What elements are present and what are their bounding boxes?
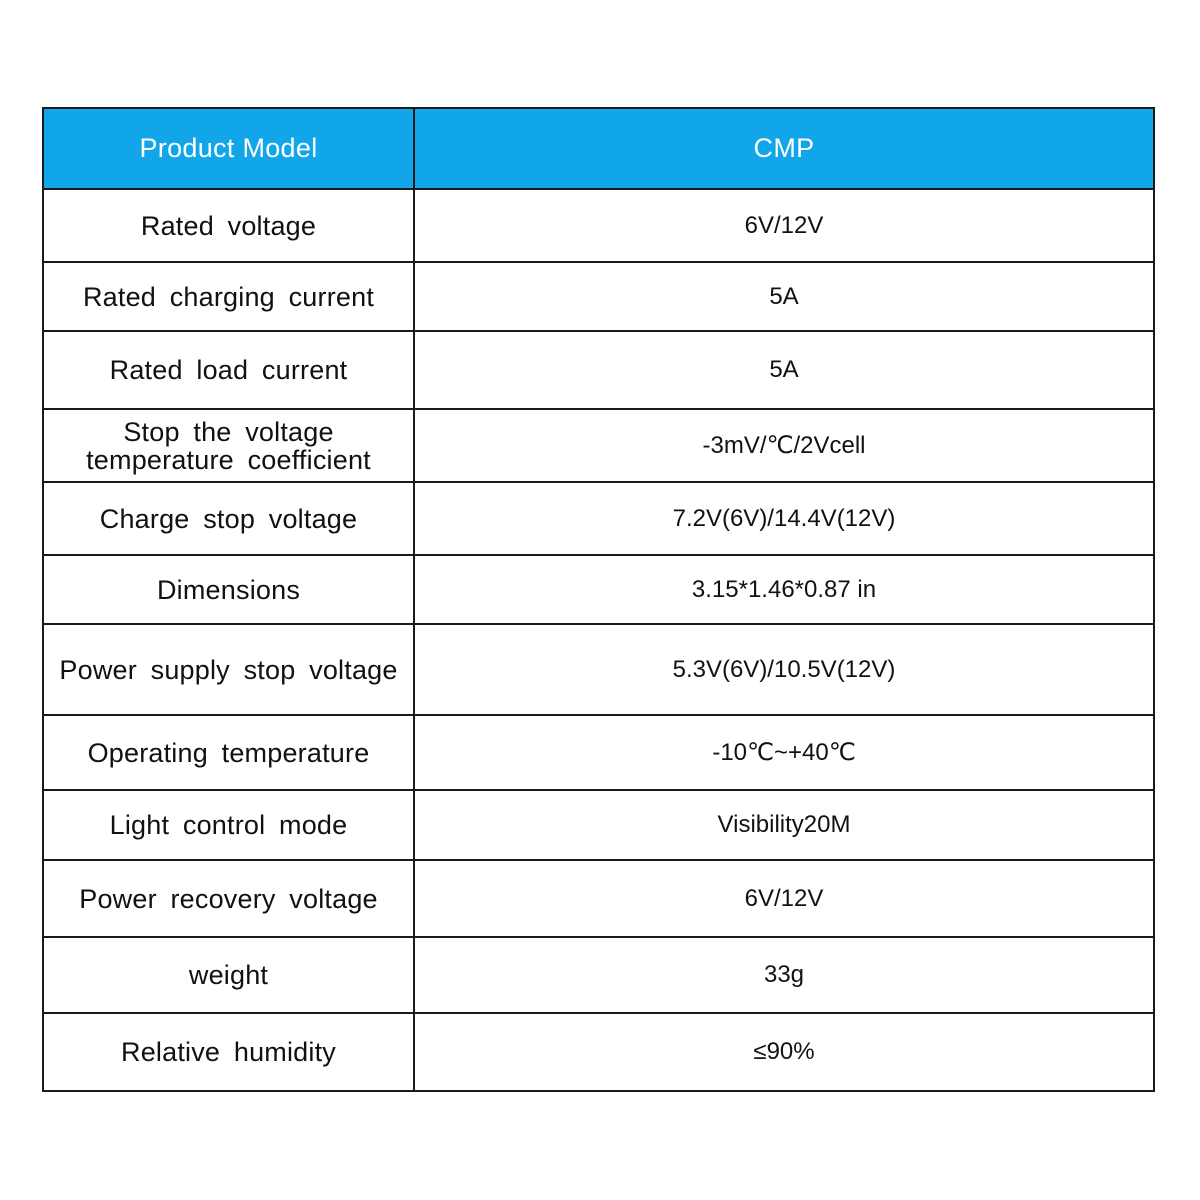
table-row bbox=[43, 860, 1154, 937]
table-row bbox=[43, 262, 1154, 331]
row-value: 5A bbox=[414, 262, 1154, 331]
table-row bbox=[43, 937, 1154, 1013]
row-label: Rated voltage bbox=[43, 189, 414, 262]
row-label: Rated load current bbox=[43, 331, 414, 409]
row-value: 6V/12V bbox=[414, 189, 1154, 262]
row-label: Dimensions bbox=[43, 555, 414, 624]
row-value: 6V/12V bbox=[414, 860, 1154, 937]
table-header-row bbox=[43, 108, 1154, 189]
table-row bbox=[43, 555, 1154, 624]
row-label: Rated charging current bbox=[43, 262, 414, 331]
row-label: Power supply stop voltage bbox=[43, 624, 414, 715]
row-value: 5A bbox=[414, 331, 1154, 409]
row-label: Relative humidity bbox=[43, 1013, 414, 1091]
row-label: weight bbox=[43, 937, 414, 1013]
table-row bbox=[43, 331, 1154, 409]
spec-table bbox=[42, 107, 1155, 1092]
table-row bbox=[43, 482, 1154, 555]
row-value: 5.3V(6V)/10.5V(12V) bbox=[414, 624, 1154, 715]
table-row bbox=[43, 1013, 1154, 1091]
header-product-model: Product Model bbox=[43, 108, 414, 189]
table-row bbox=[43, 409, 1154, 482]
row-label: Light control mode bbox=[43, 790, 414, 860]
row-value: 3.15*1.46*0.87 in bbox=[414, 555, 1154, 624]
table-row bbox=[43, 624, 1154, 715]
row-value: -3mV/℃/2Vcell bbox=[414, 409, 1154, 482]
row-value: -10℃~+40℃ bbox=[414, 715, 1154, 790]
header-model-value: CMP bbox=[414, 108, 1154, 189]
row-label: Charge stop voltage bbox=[43, 482, 414, 555]
table-row bbox=[43, 189, 1154, 262]
table-row bbox=[43, 715, 1154, 790]
row-label: Power recovery voltage bbox=[43, 860, 414, 937]
row-label: Operating temperature bbox=[43, 715, 414, 790]
row-value: ≤90% bbox=[414, 1013, 1154, 1091]
row-label: Stop the voltage temperature coefficient bbox=[43, 409, 414, 482]
table-row bbox=[43, 790, 1154, 860]
row-value: 7.2V(6V)/14.4V(12V) bbox=[414, 482, 1154, 555]
row-value: Visibility20M bbox=[414, 790, 1154, 860]
row-value: 33g bbox=[414, 937, 1154, 1013]
